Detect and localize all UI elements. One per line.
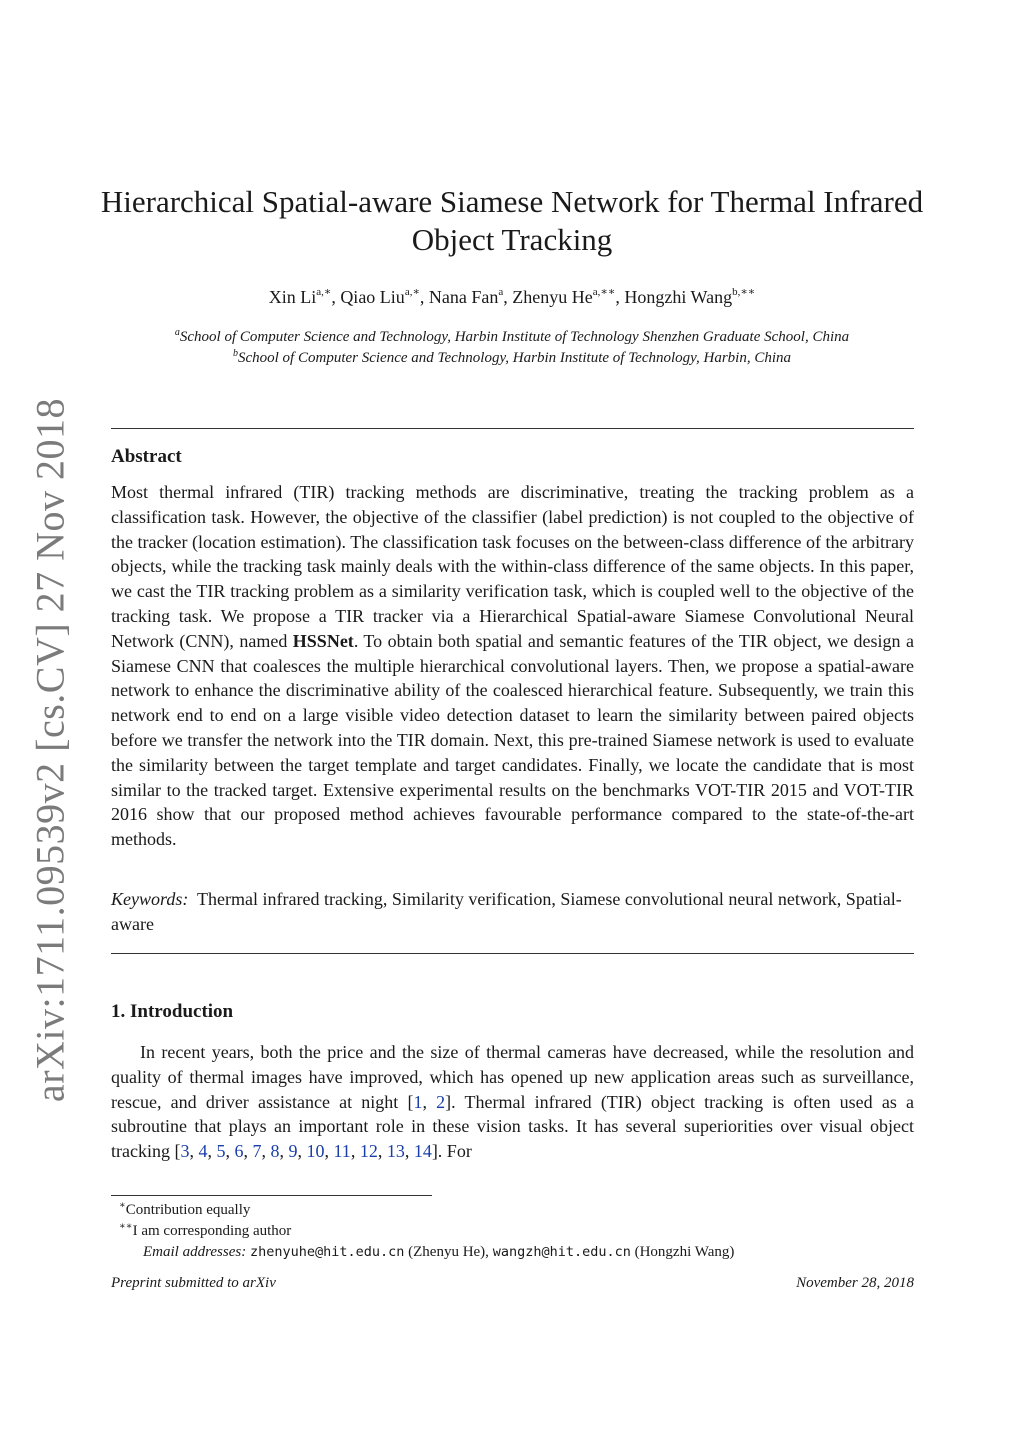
footnote-mark: ∗∗ bbox=[119, 1221, 133, 1232]
intro-text-part: ]. For bbox=[431, 1141, 472, 1162]
citation-group bbox=[413, 1092, 445, 1112]
citation-link[interactable]: 13 bbox=[386, 1141, 405, 1162]
citation-link[interactable]: 2 bbox=[436, 1091, 446, 1112]
author-name: Zhenyu He bbox=[512, 287, 593, 307]
introduction-paragraph bbox=[111, 1040, 914, 1164]
citation-link[interactable]: 9 bbox=[288, 1141, 298, 1162]
citation-separator: , bbox=[297, 1141, 307, 1162]
author-name: Xin Li bbox=[268, 287, 317, 307]
citation-link[interactable]: 1 bbox=[413, 1091, 423, 1112]
email-link[interactable]: zhenyuhe@hit.edu.cn bbox=[249, 1244, 405, 1260]
citation-separator: , bbox=[404, 1141, 414, 1162]
citation-separator: , bbox=[377, 1141, 387, 1162]
paper-title bbox=[100, 183, 924, 259]
citation-separator: , bbox=[324, 1141, 334, 1162]
citation-separator: , bbox=[225, 1141, 235, 1162]
intro-text-part: ]. Thermal infrared (TIR) object tracking is often used as a subroutine that plays an important role in these vision tasks. It has several superiorities over visual object tracking [ bbox=[111, 1091, 914, 1162]
footnote-corresponding bbox=[111, 1221, 914, 1242]
footnotes bbox=[111, 1200, 914, 1263]
footnote-text: Contribution equally bbox=[125, 1202, 251, 1218]
abstract-text-part: Most thermal infrared (TIR) tracking methods are discriminative, treating the tracking problem as a classification task. However, the objective of the classifier (label prediction) is not coupled to the objective of the tracker (location estimation). The classification task focuses on the between-class difference of the arbitrary objects, while the tracking task mainly deals with the within-class difference of the same objects. In this paper, we cast the TIR tracking problem as a similarity verification task, which is coupled well to the objective of the tracking task. We propose a TIR tracker via a Hierarchical Spatial-aware Siamese Convolutional Neural Network (CNN), named bbox=[111, 482, 914, 651]
abstract-heading: Abstract bbox=[111, 446, 182, 467]
author-separator: , bbox=[503, 287, 513, 307]
author-affil-mark: a bbox=[498, 286, 504, 298]
section-heading-introduction: 1. Introduction bbox=[111, 1001, 234, 1022]
keywords-text: Thermal infrared tracking, Similarity verification, Siamese convolutional neural network, Spatial-aware bbox=[111, 889, 902, 934]
citation-separator: , bbox=[189, 1141, 199, 1162]
affiliation-mark: a bbox=[174, 327, 180, 338]
author-affil-mark: b,∗∗ bbox=[732, 286, 756, 298]
affiliation-b bbox=[100, 348, 924, 369]
abstract-bottom-rule bbox=[111, 953, 914, 954]
abstract-text-part: . To obtain both spatial and semantic features of the TIR object, we design a Siamese CNN that coalesces the multiple hierarchical convolutional layers. Then, we propose a spatial-aware network to enhance the discriminative ability of the coalesced hierarchical feature. Subsequently, we train this network end to end on a large visible video detection dataset to learn the similarity between paired objects before we transfer the network into the TIR domain. Next, this pre-trained Siamese network is used to evaluate the similarity between the target template and target candidates. Finally, we locate the candidate that is most similar to the tracked target. Extensive experimental results on the benchmarks VOT-TIR 2015 and VOT-TIR 2016 show that our proposed method achieves favourable performance compared to the state-of-the-art methods. bbox=[111, 630, 914, 850]
email-owner: (Zhenyu He), bbox=[404, 1244, 493, 1260]
arxiv-sidebar-stamp bbox=[20, 397, 80, 1103]
citation-group bbox=[180, 1141, 431, 1161]
footnote-text: I am corresponding author bbox=[132, 1223, 292, 1239]
citation-link[interactable]: 7 bbox=[252, 1141, 262, 1162]
citation-link[interactable]: 6 bbox=[234, 1141, 244, 1162]
email-link[interactable]: wangzh@hit.edu.cn bbox=[492, 1244, 631, 1260]
abstract-top-rule bbox=[111, 428, 914, 429]
email-owner: (Hongzhi Wang) bbox=[630, 1244, 735, 1260]
citation-link[interactable]: 11 bbox=[333, 1141, 351, 1162]
citation-separator: , bbox=[279, 1141, 289, 1162]
author-name: Qiao Liu bbox=[340, 287, 405, 307]
intro-text-part: In recent years, both the price and the size of thermal cameras have decreased, while the resolution and quality of thermal images have improved, which has opened up new application areas such as surveillance, rescue, and driver assistance at night [ bbox=[111, 1042, 914, 1112]
title-line-1: Hierarchical Spatial-aware Siamese Network for Thermal Infrared bbox=[100, 184, 924, 219]
author-list bbox=[100, 285, 924, 309]
citation-link[interactable]: 8 bbox=[270, 1141, 280, 1162]
affiliation-a bbox=[100, 327, 924, 348]
affiliation-mark: b bbox=[232, 348, 238, 359]
preprint-note: Preprint submitted to arXiv bbox=[111, 1275, 276, 1291]
keywords bbox=[111, 887, 914, 937]
keywords-label: Keywords: bbox=[111, 889, 189, 909]
arxiv-stamp-text: arXiv:1711.09539v2 [cs.CV] 27 Nov 2018 bbox=[27, 397, 73, 1103]
citation-separator: , bbox=[350, 1141, 360, 1162]
author-separator: , bbox=[331, 287, 341, 307]
author-separator: , bbox=[615, 287, 625, 307]
author-name: Nana Fan bbox=[428, 287, 499, 307]
affiliation-text: School of Computer Science and Technology, Harbin Institute of Technology, Harbin, China bbox=[237, 350, 792, 366]
method-name-bold: HSSNet bbox=[292, 630, 354, 651]
author-name: Hongzhi Wang bbox=[624, 287, 733, 307]
author-affil-mark: a,∗ bbox=[316, 286, 332, 298]
author-separator: , bbox=[419, 287, 429, 307]
preprint-date: November 28, 2018 bbox=[796, 1275, 914, 1291]
citation-link[interactable]: 3 bbox=[180, 1141, 190, 1162]
citation-link[interactable]: 14 bbox=[413, 1141, 432, 1162]
footnote-contribution bbox=[111, 1200, 914, 1221]
affiliation-text: School of Computer Science and Technology, Harbin Institute of Technology Shenzhen Graduate School, China bbox=[179, 329, 850, 345]
citation-separator: , bbox=[243, 1141, 253, 1162]
affiliation-list bbox=[100, 327, 924, 369]
author-affil-mark: a,∗ bbox=[404, 286, 420, 298]
citation-link[interactable]: 12 bbox=[359, 1141, 378, 1162]
citation-separator: , bbox=[422, 1091, 437, 1112]
email-label: Email addresses: bbox=[143, 1244, 247, 1260]
citation-link[interactable]: 4 bbox=[198, 1141, 208, 1162]
citation-link[interactable]: 5 bbox=[216, 1141, 226, 1162]
citation-separator: , bbox=[261, 1141, 271, 1162]
title-line-2: Object Tracking bbox=[411, 222, 613, 257]
footnote-rule bbox=[111, 1195, 432, 1196]
author-affil-mark: a,∗∗ bbox=[592, 286, 616, 298]
footnote-emails bbox=[111, 1242, 914, 1263]
citation-link[interactable]: 10 bbox=[306, 1141, 325, 1162]
citation-separator: , bbox=[207, 1141, 217, 1162]
footnote-mark: ∗ bbox=[119, 1200, 126, 1211]
abstract-body bbox=[111, 480, 914, 852]
